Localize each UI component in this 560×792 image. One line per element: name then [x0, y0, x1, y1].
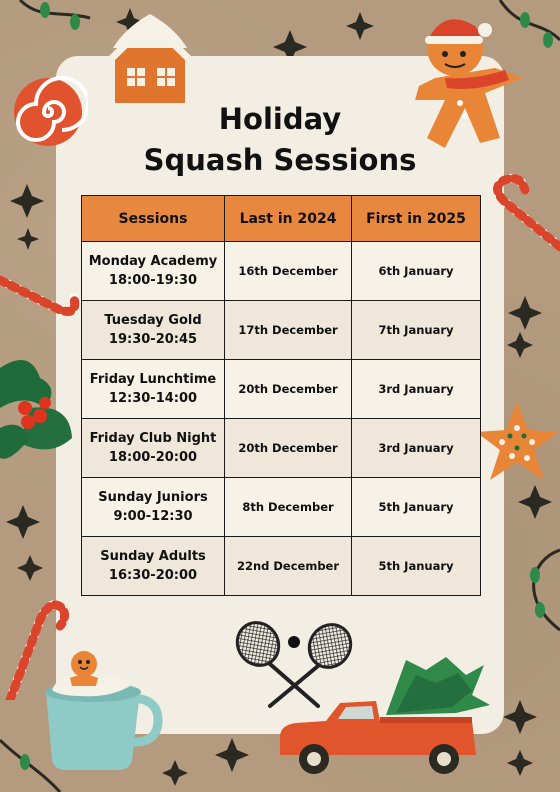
session-cell [82, 419, 225, 478]
last-date-cell: 20th December [225, 419, 352, 478]
candy-cane-icon [485, 172, 560, 252]
session-name: Sunday Juniors [98, 490, 208, 505]
schedule-table [81, 195, 481, 596]
session-time: 16:30-20:00 [108, 568, 198, 583]
table-row [82, 537, 481, 596]
session-time: 12:30-14:00 [108, 391, 198, 406]
last-date-cell: 22nd December [225, 537, 352, 596]
table-row [82, 242, 481, 301]
session-time: 9:00-12:30 [113, 509, 193, 524]
header-sessions: Sessions [82, 196, 225, 242]
session-cell [82, 360, 225, 419]
session-cell [82, 242, 225, 301]
session-name: Tuesday Gold [104, 313, 202, 328]
table-header-row [82, 196, 481, 242]
session-cell [82, 478, 225, 537]
page-title-line-2: Squash Sessions [143, 143, 417, 177]
session-time: 19:30-20:45 [108, 332, 198, 347]
gingerbread-house-icon [105, 8, 195, 108]
session-name: Monday Academy [88, 254, 218, 269]
hot-cocoa-mug-icon [40, 650, 170, 775]
first-date-cell: 3rd January [352, 360, 481, 419]
session-time: 18:00-20:00 [108, 450, 198, 465]
holly-icon [0, 348, 80, 468]
table-row [82, 419, 481, 478]
candy-cane-icon [0, 270, 80, 330]
session-cell [82, 537, 225, 596]
first-date-cell: 6th January [352, 242, 481, 301]
red-truck-with-tree-icon [276, 655, 496, 780]
session-cell [82, 301, 225, 360]
table-row [82, 478, 481, 537]
table-row [82, 301, 481, 360]
last-date-cell: 20th December [225, 360, 352, 419]
table-row [82, 360, 481, 419]
last-date-cell: 8th December [225, 478, 352, 537]
session-name: Sunday Adults [100, 549, 206, 564]
session-name: Friday Club Night [89, 431, 217, 446]
page-title-line-1: Holiday [218, 102, 342, 136]
star-cookie-icon [472, 398, 560, 488]
session-name: Friday Lunchtime [89, 372, 217, 387]
first-date-cell: 5th January [352, 537, 481, 596]
last-date-cell: 16th December [225, 242, 352, 301]
header-last-2024: Last in 2024 [225, 196, 352, 242]
last-date-cell: 17th December [225, 301, 352, 360]
first-date-cell: 3rd January [352, 419, 481, 478]
first-date-cell: 5th January [352, 478, 481, 537]
header-first-2025: First in 2025 [352, 196, 481, 242]
session-time: 18:00-19:30 [108, 273, 198, 288]
first-date-cell: 7th January [352, 301, 481, 360]
